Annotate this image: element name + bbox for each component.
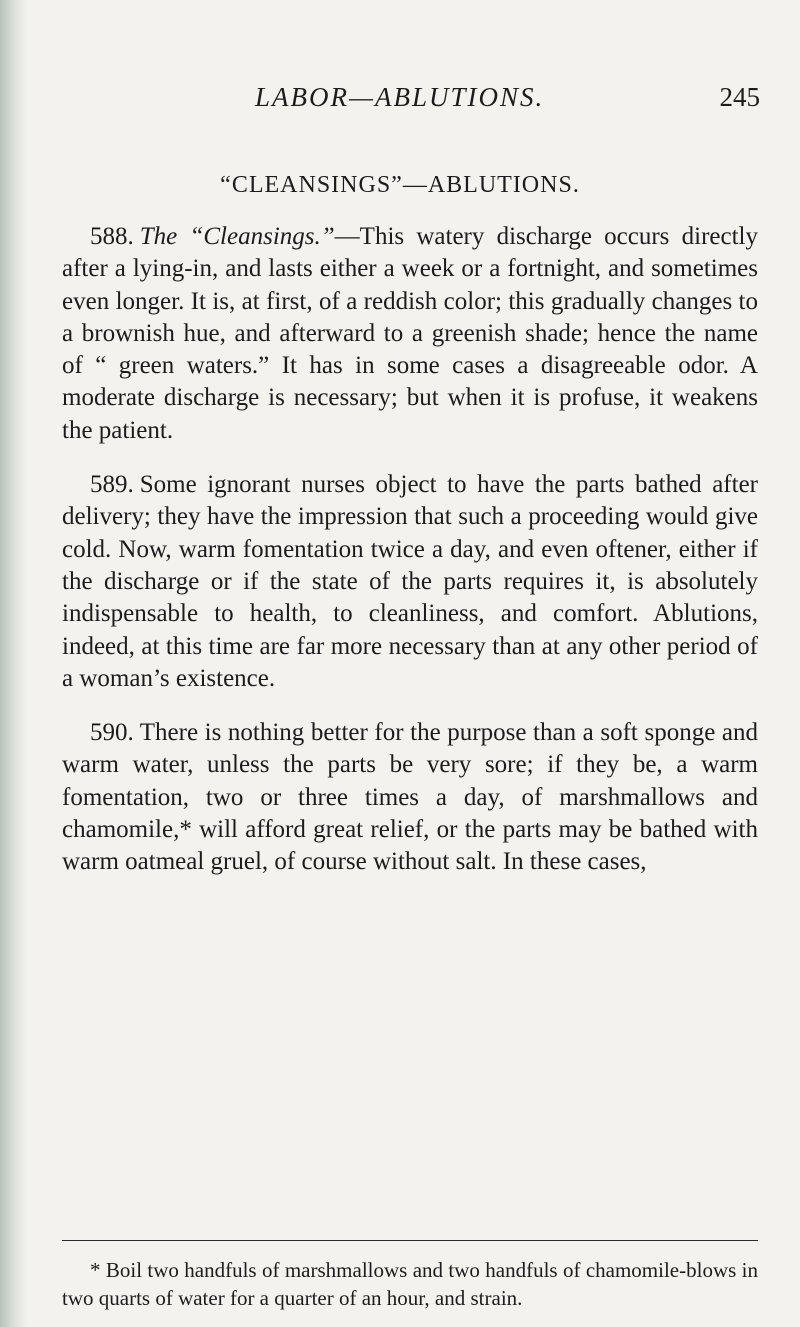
body-text xyxy=(62,221,758,901)
paragraph-text: —This watery discharge occurs directly after a lying-in, and lasts either a week or a fortnight, and sometimes even longer. It is, at first, of a reddish color; this gradually changes to a brownish hue, and afterward to a greenish shade; hence the name of “ green waters.” It has in some cases a disagreeable odor. A moderate discharge is necessary; but when it is profuse, it weakens the patient. xyxy=(62,223,758,444)
page-edge-shadow xyxy=(0,0,28,1327)
paragraph-number: 589. xyxy=(90,471,134,499)
footnote: * Boil two handfuls of marshmallows and two handfuls of chamomile-blows in two quarts of water for a quarter of an hour, and strain. xyxy=(62,1258,758,1310)
paragraph-588 xyxy=(62,221,758,447)
paragraph-number: 588. xyxy=(90,223,134,250)
paragraph-text: There is nothing better for the purpose than a soft sponge and warm water, unless the parts be very sore; if they be, a warm fomentation, two or three times a day, of marshmallows and chamomile,* will afford great relief, or the parts may be bathed with warm oatmeal gruel, of course without salt. In these cases, xyxy=(62,719,758,876)
footnote-divider xyxy=(62,1240,758,1241)
running-head xyxy=(40,82,760,122)
paragraph-text: Some ignorant nurses object to have the parts bathed after delivery; they have the impression that such a proceeding would give cold. Now, warm fomentation twice a day, and even oftener, either if the discharge or if the state of the parts requires it, is absolutely indispensable to health, to cleanliness, and comfort. Ablutions, indeed, at this time are far more necessary than at any other period of a woman’s existence. xyxy=(62,471,758,692)
book-page xyxy=(40,0,800,1327)
paragraph-number: 590. xyxy=(90,719,134,747)
running-title: LABOR—ABLUTIONS. xyxy=(255,82,545,112)
paragraph-589 xyxy=(62,469,758,695)
paragraph-title: The “Cleansings.” xyxy=(139,223,335,250)
page-number: 245 xyxy=(719,82,760,112)
section-heading: “CLEANSINGS”—ABLUTIONS. xyxy=(220,172,580,198)
paragraph-590 xyxy=(62,717,758,878)
